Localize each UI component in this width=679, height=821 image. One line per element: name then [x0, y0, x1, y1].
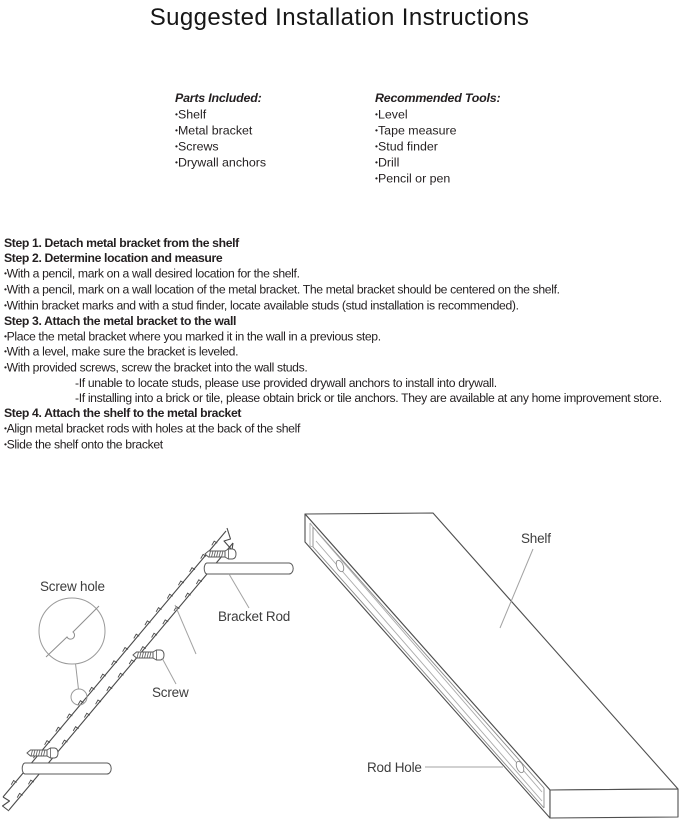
- bullet-icon: •: [175, 156, 178, 167]
- step-2-heading: Step 2. Determine location and measure: [4, 251, 223, 266]
- recommended-tools-section: [375, 91, 500, 187]
- bracket-rod-label: Bracket Rod: [218, 609, 291, 624]
- tools-list-item: •Drill: [375, 155, 400, 170]
- bullet-icon: •: [375, 124, 378, 135]
- bullet-icon: •: [4, 346, 7, 357]
- bullet-icon: •: [4, 330, 7, 341]
- screw-label: Screw: [152, 685, 189, 700]
- step-3-bullet-line: •With provided screws, screw the bracket into the wall studs.: [4, 360, 308, 375]
- bullet-icon: •: [4, 268, 7, 279]
- installation-diagram: [0, 480, 679, 821]
- parts-list: [175, 107, 266, 171]
- step-4-heading: Step 4. Attach the shelf to the metal bracket: [4, 406, 242, 421]
- bullet-icon: •: [4, 423, 7, 434]
- tools-list-item: •Stud finder: [375, 139, 438, 154]
- step-2-bullet-line: •With a pencil, mark on a wall location of the metal bracket. The metal bracket should be centered on the shelf.: [4, 282, 560, 297]
- bullet-icon: •: [375, 172, 378, 183]
- parts-list-item: •Screws: [175, 139, 219, 154]
- bullet-icon: •: [4, 439, 7, 450]
- parts-list-item: •Metal bracket: [175, 123, 253, 138]
- bullet-icon: •: [4, 299, 7, 310]
- step-4-bullet-line: •Slide the shelf onto the bracket: [4, 437, 163, 452]
- screw-hole-label: Screw hole: [40, 579, 105, 594]
- screw-hole-magnifier: [39, 598, 105, 705]
- parts-list-item: •Shelf: [175, 107, 207, 122]
- tools-list: [375, 107, 500, 187]
- step-2-bullet-line: •With a pencil, mark on a wall desired location for the shelf.: [4, 266, 300, 281]
- tools-list-item: •Pencil or pen: [375, 171, 451, 186]
- step-1-heading: Step 1. Detach metal bracket from the shelf: [4, 236, 239, 250]
- dash-icon: -: [75, 375, 79, 390]
- shelf-label: Shelf: [521, 531, 551, 546]
- bullet-icon: •: [175, 108, 178, 119]
- bullet-icon: •: [4, 362, 7, 373]
- bullet-icon: •: [375, 156, 378, 167]
- bullet-icon: •: [375, 140, 378, 151]
- bullet-icon: •: [375, 108, 378, 119]
- bullet-icon: •: [4, 284, 7, 295]
- step-3-heading: Step 3. Attach the metal bracket to the wall: [4, 313, 237, 328]
- tools-list-item: •Tape measure: [375, 123, 457, 138]
- parts-list-item: •Drywall anchors: [175, 155, 267, 170]
- bullet-icon: •: [175, 140, 178, 151]
- shelf-drawing: [305, 513, 678, 818]
- step-3-bullet-line: •With a level, make sure the bracket is leveled.: [4, 344, 239, 359]
- step-2-bullet-line: •Within bracket marks and with a stud finder, locate available studs (stud installation is recommended).: [4, 298, 519, 313]
- parts-included-section: [175, 91, 266, 171]
- rod-hole-label: Rod Hole: [367, 760, 422, 775]
- instruction-steps: [4, 236, 678, 453]
- page-title: Suggested Installation Instructions: [149, 4, 530, 31]
- tools-heading: Recommended Tools:: [375, 91, 501, 105]
- bullet-icon: •: [175, 124, 178, 135]
- step-3-dash-line: -If unable to locate studs, please use provided drywall anchors to install into drywall.: [75, 375, 497, 390]
- step-3-dash-line: -If installing into a brick or tile, please obtain brick or tile anchors. They are available at any home improvement store.: [75, 391, 662, 406]
- step-3-bullet-line: •Place the metal bracket where you marked it in the wall in a previous step.: [4, 329, 381, 344]
- tools-list-item: •Level: [375, 107, 408, 122]
- step-4-bullet-line: •Align metal bracket rods with holes at the back of the shelf: [4, 421, 300, 436]
- dash-icon: -: [75, 391, 79, 406]
- parts-heading: Parts Included:: [175, 91, 262, 105]
